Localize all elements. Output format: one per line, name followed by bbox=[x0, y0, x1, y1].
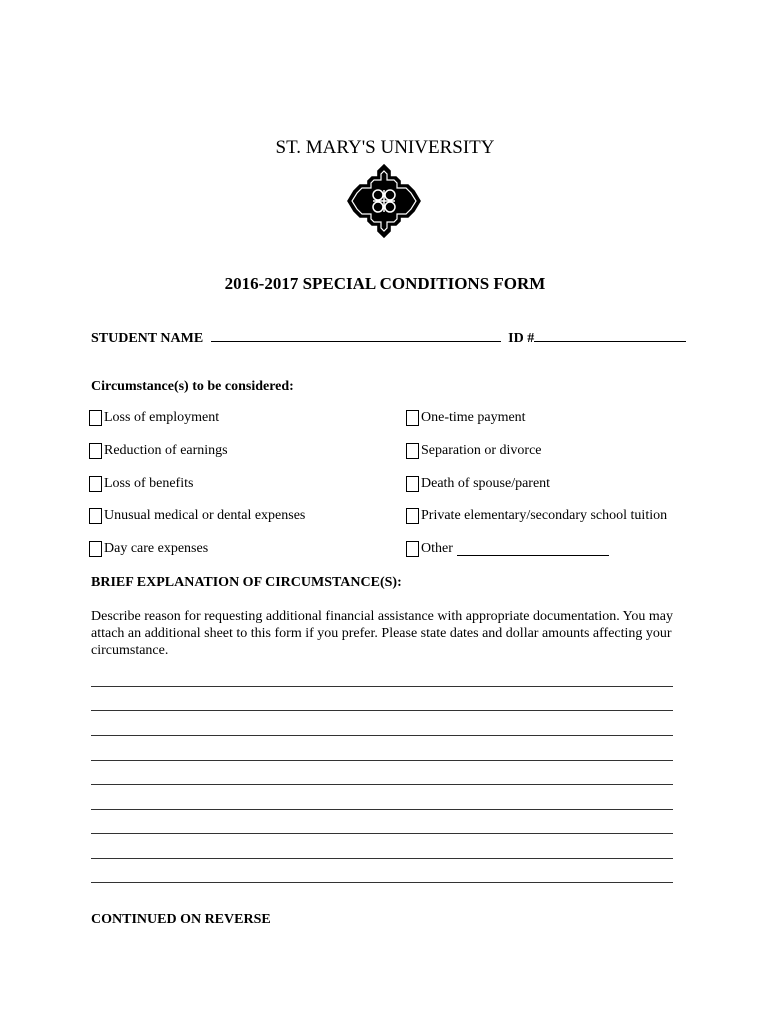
option-label: Other bbox=[421, 541, 453, 556]
circumstances-heading: Circumstance(s) to be considered: bbox=[91, 379, 294, 394]
option-label: Day care expenses bbox=[104, 541, 209, 556]
option-loss-of-employment[interactable] bbox=[89, 410, 219, 426]
explanation-line[interactable] bbox=[91, 809, 673, 810]
explanation-line[interactable] bbox=[91, 735, 673, 736]
explanation-instructions: Describe reason for requesting additional financial assistance with appropriate documentation. You may attach an additional sheet to this form if you prefer. Please state dates and dollar amounts affecting your circumstance. bbox=[91, 609, 673, 658]
option-death-spouse-parent[interactable] bbox=[406, 476, 550, 492]
option-loss-of-benefits[interactable] bbox=[89, 476, 193, 492]
explanation-line[interactable] bbox=[91, 686, 673, 687]
university-name: ST. MARY'S UNIVERSITY bbox=[275, 137, 495, 158]
option-label: Separation or divorce bbox=[421, 443, 542, 458]
explanation-line[interactable] bbox=[91, 882, 673, 883]
explanation-line[interactable] bbox=[91, 760, 673, 761]
checkbox[interactable] bbox=[406, 410, 419, 426]
checkbox[interactable] bbox=[406, 541, 419, 557]
checkbox[interactable] bbox=[406, 508, 419, 524]
option-one-time-payment[interactable] bbox=[406, 410, 526, 426]
explanation-line[interactable] bbox=[91, 858, 673, 859]
option-label: Unusual medical or dental expenses bbox=[104, 508, 306, 523]
checkbox[interactable] bbox=[89, 508, 102, 524]
student-name-field[interactable] bbox=[211, 329, 501, 342]
option-other[interactable] bbox=[406, 541, 609, 557]
option-day-care[interactable] bbox=[89, 541, 208, 557]
checkbox[interactable] bbox=[89, 443, 102, 459]
option-label: One-time payment bbox=[421, 410, 526, 425]
checkbox[interactable] bbox=[406, 443, 419, 459]
university-crest-icon bbox=[346, 163, 422, 239]
other-field[interactable] bbox=[457, 543, 609, 556]
student-info-row bbox=[91, 329, 686, 347]
explanation-line[interactable] bbox=[91, 784, 673, 785]
option-unusual-medical[interactable] bbox=[89, 508, 305, 524]
option-private-school-tuition[interactable] bbox=[406, 508, 667, 524]
option-label: Death of spouse/parent bbox=[421, 476, 551, 491]
id-field[interactable] bbox=[534, 329, 686, 342]
option-separation-divorce[interactable] bbox=[406, 443, 542, 459]
student-name-label: STUDENT NAME bbox=[91, 331, 204, 346]
explanation-heading: BRIEF EXPLANATION OF CIRCUMSTANCE(S): bbox=[91, 575, 402, 590]
checkbox[interactable] bbox=[89, 410, 102, 426]
checkbox[interactable] bbox=[406, 476, 419, 492]
checkbox[interactable] bbox=[89, 541, 102, 557]
option-label: Loss of employment bbox=[104, 410, 220, 425]
option-label: Private elementary/secondary school tuition bbox=[421, 508, 668, 523]
explanation-line[interactable] bbox=[91, 710, 673, 711]
form-title: 2016-2017 SPECIAL CONDITIONS FORM bbox=[224, 274, 546, 293]
option-label: Loss of benefits bbox=[104, 476, 194, 491]
continued-footer: CONTINUED ON REVERSE bbox=[91, 912, 271, 927]
checkbox[interactable] bbox=[89, 476, 102, 492]
option-label: Reduction of earnings bbox=[104, 443, 228, 458]
id-label: ID # bbox=[508, 331, 535, 346]
option-reduction-of-earnings[interactable] bbox=[89, 443, 228, 459]
explanation-line[interactable] bbox=[91, 833, 673, 834]
